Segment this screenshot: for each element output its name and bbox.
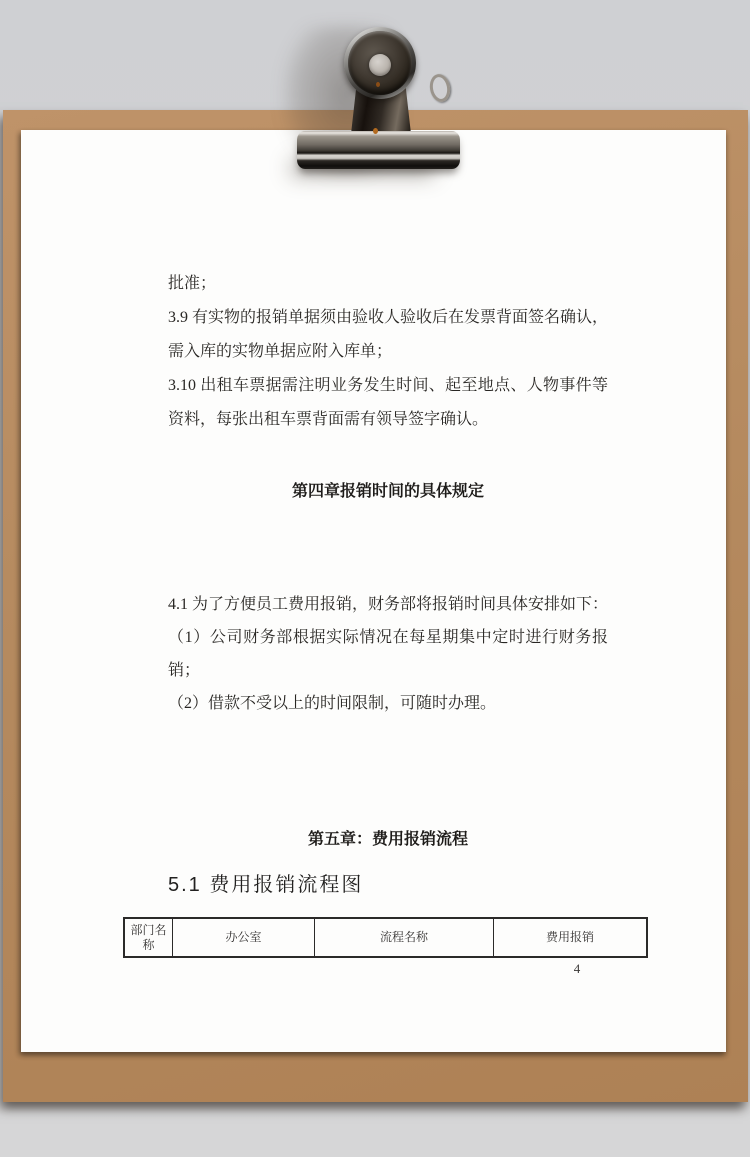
chapter-5-heading: 第五章：费用报销流程 [307, 831, 468, 848]
paragraph-item-4-1-sub2: （2）借款不受以上的时间限制，可随时办理。 [168, 695, 497, 712]
binder-clip-knob-hole [369, 54, 391, 76]
paragraph-item-3-10: 3.10 出租车票据需注明业务发生时间、起至地点、人物事件等资料，每张出租车票背面需有领导签字确认。 [168, 377, 608, 428]
chapter-4-heading: 第四章报销时间的具体规定 [291, 483, 484, 500]
paragraph-item-4-1: 4.1 为了方便员工费用报销，财务部将报销时间具体安排如下： [168, 596, 609, 613]
table-cell-office: 办公室 [173, 918, 315, 957]
section-4-body [168, 588, 608, 720]
flow-chart-header-table [123, 917, 648, 958]
paper-sheet [21, 130, 726, 1052]
section-3-body [168, 267, 608, 437]
table-cell-flow-name: 流程名称 [315, 918, 494, 957]
paragraph-item-3-9: 3.9 有实物的报销单据须由验收人验收后在发票背面签名确认，需入库的实物单据应附入库单； [168, 309, 609, 360]
clip-reflection-dot [373, 128, 378, 134]
table-cell-expense-reimbursement: 费用报销 [494, 918, 648, 957]
document-page [21, 130, 726, 1052]
paragraph-approval: 批准； [168, 275, 217, 292]
clip-reflection-dot [376, 82, 380, 87]
page-number: 4 [573, 961, 581, 976]
section-5-1-heading: 5.1 费用报销流程图 [168, 874, 364, 896]
paragraph-item-4-1-sub1: （1）公司财务部根据实际情况在每星期集中定时进行财务报销； [168, 629, 608, 679]
table-row [124, 918, 647, 957]
binder-clip-bar [297, 131, 460, 169]
table-cell-department-label: 部门名称 [124, 918, 173, 957]
binder-clip-lever [428, 72, 453, 103]
